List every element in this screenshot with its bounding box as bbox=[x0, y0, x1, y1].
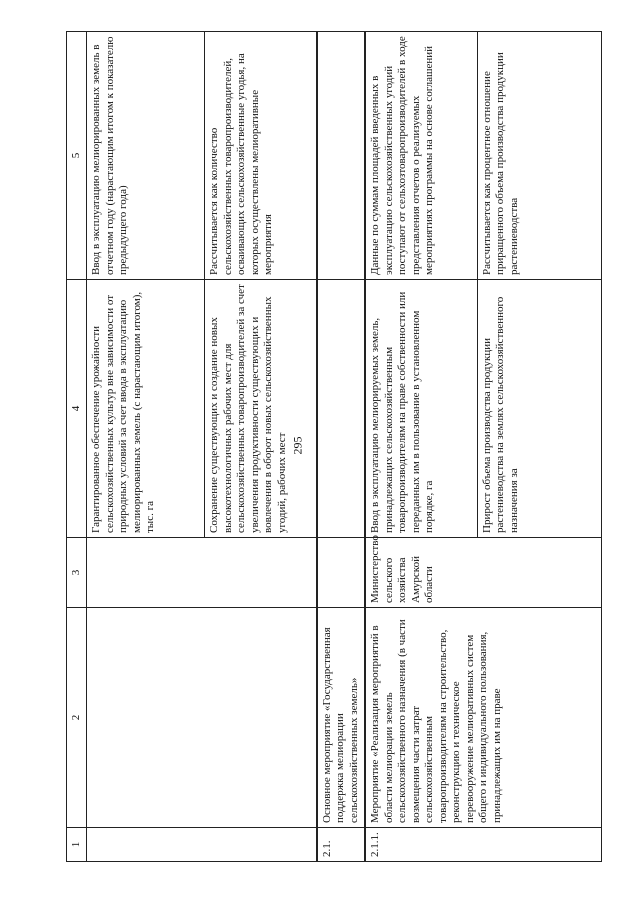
row-method-cell: Данные по суммам площадей введенных в эксплуатацию сельскохозяйственных угодий поступают от сельхозтоваропроизводителей в ходе представления отчетов о реализуемых мероприятиях программы на основе соглашений bbox=[365, 32, 477, 280]
row-indicator-cell: Сохранение существующих и создание новых высокотехнологичных рабочих мест для сельскохозяйственных товаропроизводителей за счет увеличения продуктивности существующих и вовлечения в оборот новых сельскохозяйственных угодий, рабочих мест bbox=[205, 280, 317, 538]
header-cell: 2 bbox=[67, 608, 87, 828]
table-row bbox=[87, 32, 205, 862]
row-indicator-cell: Гарантированное обеспечение урожайности сельскохозяйственных культур вне зависимости от природных условий за счет ввода в эксплуатацию мелиорированных земель (с нарастающим итогом), тыс. га bbox=[87, 280, 205, 538]
row-name-cell bbox=[87, 608, 317, 828]
row-indicator-cell: Прирост объема производства продукции растениеводства на землях сельскохозяйственного назначения за bbox=[477, 280, 601, 538]
row-method-cell bbox=[317, 32, 366, 280]
page-number: 295 bbox=[290, 436, 305, 455]
row-method-cell: Рассчитывается как процентное отношение приращенного объема производства продукции растениеводства bbox=[477, 32, 601, 280]
row-executor-cell bbox=[317, 538, 366, 608]
row-executor-cell bbox=[87, 538, 317, 608]
row-number-cell bbox=[87, 828, 317, 862]
rotated-table-wrapper bbox=[66, 32, 598, 862]
header-cell: 4 bbox=[67, 280, 87, 538]
header-cell: 1 bbox=[67, 828, 87, 862]
table-row bbox=[317, 32, 366, 862]
program-table bbox=[66, 31, 602, 862]
table-header-row bbox=[67, 32, 87, 862]
header-cell: 3 bbox=[67, 538, 87, 608]
row-indicator-cell bbox=[317, 280, 366, 538]
row-name-cell: Мероприятие «Реализация мероприятий в области мелиорации земель сельскохозяйственного назначения (в части возмещения части затрат сельскохозяйственным товаропроизводителям на строительство, реконструкцию и техническое перевооружение мелиоративных систем общего и индивидуального пользования, принадлежащих им на праве bbox=[365, 608, 601, 828]
row-indicator-cell: Ввод в эксплуатацию мелиорируемых земель, принадлежащих сельскохозяйственным товаропроизводителям на праве собственности или переданных им в пользование в установленном порядке, га bbox=[365, 280, 477, 538]
header-cell: 5 bbox=[67, 32, 87, 280]
row-executor-cell: Министерство сельского хозяйства Амурской области bbox=[365, 538, 601, 608]
row-name-cell: Основное мероприятие «Государственная поддержка мелиорации сельскохозяйственных земель» bbox=[317, 608, 366, 828]
row-method-cell: Рассчитывается как количество сельскохозяйственных товаропроизводителей, осваивающих сельскохозяйственные угодья, на которых осуществлены мелиоративные мероприятия bbox=[205, 32, 317, 280]
row-number-cell: 2.1. bbox=[317, 828, 366, 862]
table-row bbox=[365, 32, 477, 862]
row-method-cell: Ввод в эксплуатацию мелиорированных земель в отчетном году (нарастающим итогом к показателю предыдущего года) bbox=[87, 32, 205, 280]
row-number-cell: 2.1.1. bbox=[365, 828, 601, 862]
